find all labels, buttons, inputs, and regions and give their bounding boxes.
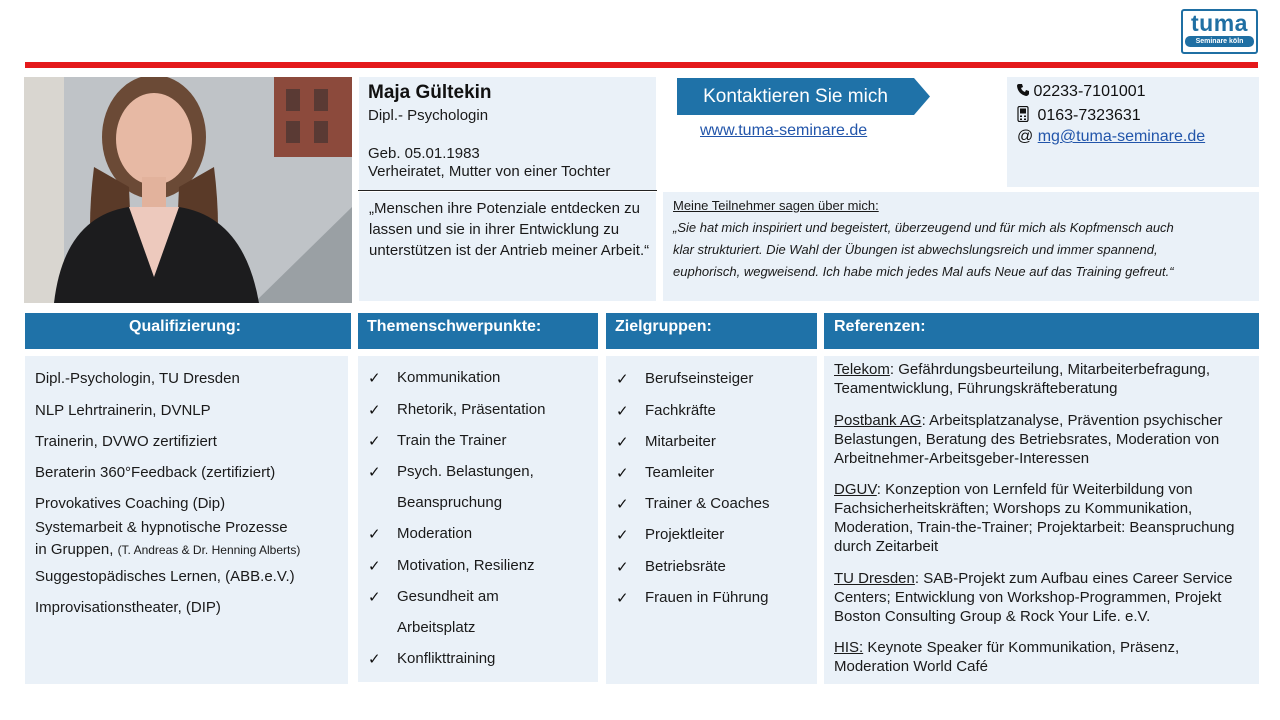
list-item: Train the Trainer bbox=[397, 432, 507, 449]
list-item: Provokatives Coaching (Dip) bbox=[35, 495, 226, 512]
email-row bbox=[1017, 128, 1205, 146]
check-icon: ✓ bbox=[616, 371, 629, 388]
check-icon: ✓ bbox=[616, 559, 629, 576]
reference-org: TU Dresden bbox=[834, 570, 915, 587]
check-icon: ✓ bbox=[368, 402, 381, 419]
list-item: Fachkräfte bbox=[645, 402, 716, 419]
topics-header bbox=[358, 313, 598, 349]
check-icon: ✓ bbox=[616, 496, 629, 513]
testimonial-heading: Meine Teilnehmer sagen über mich: bbox=[673, 198, 879, 213]
reference-text: : Gefährdungsbeurteilung, Mitarbeiterbefragung, Teamentwicklung, Führungskräfteberatung bbox=[834, 361, 1211, 397]
list-item: Mitarbeiter bbox=[645, 433, 716, 450]
list-item: Berufseinsteiger bbox=[645, 370, 754, 387]
at-icon: @ bbox=[1017, 128, 1034, 145]
list-item: Kommunikation bbox=[397, 369, 501, 386]
reference-item bbox=[834, 480, 1252, 556]
contact-me-label: Kontaktieren Sie mich bbox=[703, 86, 888, 107]
list-item: Gesundheit am bbox=[397, 588, 499, 605]
person-name: Maja Gültekin bbox=[368, 82, 492, 103]
website-link[interactable]: www.tuma-seminare.de bbox=[700, 122, 868, 139]
list-item: Trainerin, DVWO zertifiziert bbox=[35, 433, 217, 450]
reference-text: Keynote Speaker für Kommunikation, Präsenz, Moderation World Café bbox=[834, 639, 1180, 675]
references-list bbox=[824, 356, 1259, 684]
person-title: Dipl.- Psychologin bbox=[368, 107, 489, 124]
reference-org: DGUV bbox=[834, 481, 877, 498]
list-item-continued: Beanspruchung bbox=[397, 494, 503, 511]
check-icon: ✓ bbox=[368, 464, 381, 481]
logo-wordmark: tuma bbox=[1191, 10, 1248, 36]
check-icon: ✓ bbox=[616, 465, 629, 482]
list-item: Frauen in Führung bbox=[645, 589, 769, 606]
motto-quote: „Menschen ihre Potenziale entdecken zu lassen und sie in ihrer Entwicklung zu unterstützen ist der Antrieb meiner Arbeit.“ bbox=[369, 200, 650, 259]
check-icon: ✓ bbox=[616, 590, 629, 607]
testimonial-line: „Sie hat mich inspiriert und begeistert, überzeugend und für mich als Kopfmensch auch bbox=[673, 220, 1174, 235]
reference-org: Postbank AG bbox=[834, 412, 922, 429]
check-icon: ✓ bbox=[616, 434, 629, 451]
list-item: Trainer & Coaches bbox=[645, 495, 770, 512]
reference-item bbox=[834, 411, 1252, 468]
email-link[interactable]: mg@tuma-seminare.de bbox=[1037, 128, 1206, 145]
reference-item bbox=[834, 569, 1252, 626]
reference-item bbox=[834, 638, 1252, 676]
list-item: Psych. Belastungen, bbox=[397, 463, 534, 480]
contact-me-button[interactable] bbox=[677, 78, 930, 115]
contact-panel bbox=[1007, 77, 1259, 187]
reference-text: : Konzeption von Lernfeld für Weiterbildung von Fachsicherheitskräften; Worshops zu Kommunikation, Moderation, Train-the-Trainer; Projektarbeit: Beanspruchung durch Zeitarbeit bbox=[834, 481, 1235, 555]
references-header bbox=[824, 313, 1259, 349]
reference-text: : Arbeitsplatzanalyse, Prävention psychischer Belastungen, Beratung des Betriebsrates, Moderation von Arbeitnehmer-Arbeitsgeber-Interessen bbox=[834, 412, 1223, 467]
profile-divider bbox=[358, 190, 657, 191]
qualifications-list bbox=[25, 356, 348, 684]
check-icon: ✓ bbox=[368, 651, 381, 668]
list-item-note: (T. Andreas & Dr. Henning Alberts) bbox=[117, 543, 301, 557]
list-item-continued: Arbeitsplatz bbox=[397, 619, 476, 636]
phone-icon bbox=[1017, 83, 1033, 100]
targets-list bbox=[606, 356, 817, 684]
mobile-row bbox=[1017, 106, 1141, 125]
birth-date: Geb. 05.01.1983 bbox=[368, 145, 480, 162]
header-divider bbox=[25, 62, 1258, 68]
qualifications-header bbox=[25, 313, 351, 349]
references-title: Referenzen: bbox=[834, 318, 926, 335]
reference-item bbox=[834, 360, 1252, 398]
check-icon: ✓ bbox=[368, 526, 381, 543]
list-item: Motivation, Resilienz bbox=[397, 557, 535, 574]
list-item: Rhetorik, Präsentation bbox=[397, 401, 546, 418]
profile-card bbox=[359, 77, 656, 190]
targets-header bbox=[606, 313, 817, 349]
phone-number[interactable]: 02233-7101001 bbox=[1033, 83, 1146, 100]
list-item: Improvisationstheater, (DIP) bbox=[35, 599, 221, 616]
check-icon: ✓ bbox=[616, 527, 629, 544]
tuma-logo bbox=[1181, 9, 1258, 54]
list-item bbox=[35, 541, 300, 558]
list-item: Betriebsräte bbox=[645, 558, 726, 575]
check-icon: ✓ bbox=[368, 558, 381, 575]
list-item: Teamleiter bbox=[645, 464, 715, 481]
phone-row bbox=[1017, 83, 1146, 101]
list-item: Moderation bbox=[397, 525, 473, 542]
mobile-phone-icon bbox=[1017, 107, 1033, 124]
topics-title: Themenschwerpunkte: bbox=[367, 318, 542, 335]
qualifications-title: Qualifizierung: bbox=[129, 318, 241, 335]
list-item: Beraterin 360°Feedback (zertifiziert) bbox=[35, 464, 276, 481]
list-item: Suggestopädisches Lernen, (ABB.e.V.) bbox=[35, 568, 295, 585]
testimonial-line: klar strukturiert. Die Wahl der Übungen ist abwechslungsreich und immer spannend, bbox=[673, 242, 1158, 257]
reference-text: : SAB-Projekt zum Aufbau eines Career Service Centers; Entwicklung von Workshop-Programmen, Projekt Boston Consulting Group & Rock Your Life. e.V. bbox=[834, 570, 1233, 625]
reference-org: HIS: bbox=[834, 639, 864, 656]
family-status: Verheiratet, Mutter von einer Tochter bbox=[368, 163, 611, 180]
check-icon: ✓ bbox=[616, 403, 629, 420]
topics-list bbox=[358, 356, 598, 682]
targets-title: Zielgruppen: bbox=[615, 318, 712, 335]
check-icon: ✓ bbox=[368, 370, 381, 387]
logo-subline: Seminare köln bbox=[1185, 36, 1254, 47]
portrait-photo bbox=[24, 77, 352, 303]
list-item: Konflikttraining bbox=[397, 650, 496, 667]
testimonial-line: euphorisch, wegweisend. Ich habe mich jedes Mal aufs Neue auf das Training gefreut.“ bbox=[673, 264, 1174, 279]
list-item: NLP Lehrtrainerin, DVNLP bbox=[35, 402, 211, 419]
check-icon: ✓ bbox=[368, 433, 381, 450]
mobile-number[interactable]: 0163-7323631 bbox=[1037, 107, 1141, 124]
list-item: Dipl.-Psychologin, TU Dresden bbox=[35, 370, 240, 387]
testimonial-card bbox=[663, 192, 1259, 301]
list-item: Projektleiter bbox=[645, 526, 725, 543]
testimonial-quote bbox=[673, 217, 1253, 283]
list-item: Systemarbeit & hypnotische Prozesse bbox=[35, 519, 288, 536]
check-icon: ✓ bbox=[368, 589, 381, 606]
motto-card bbox=[359, 192, 656, 301]
reference-org: Telekom bbox=[834, 361, 890, 378]
list-item-text: in Gruppen, bbox=[35, 541, 114, 558]
